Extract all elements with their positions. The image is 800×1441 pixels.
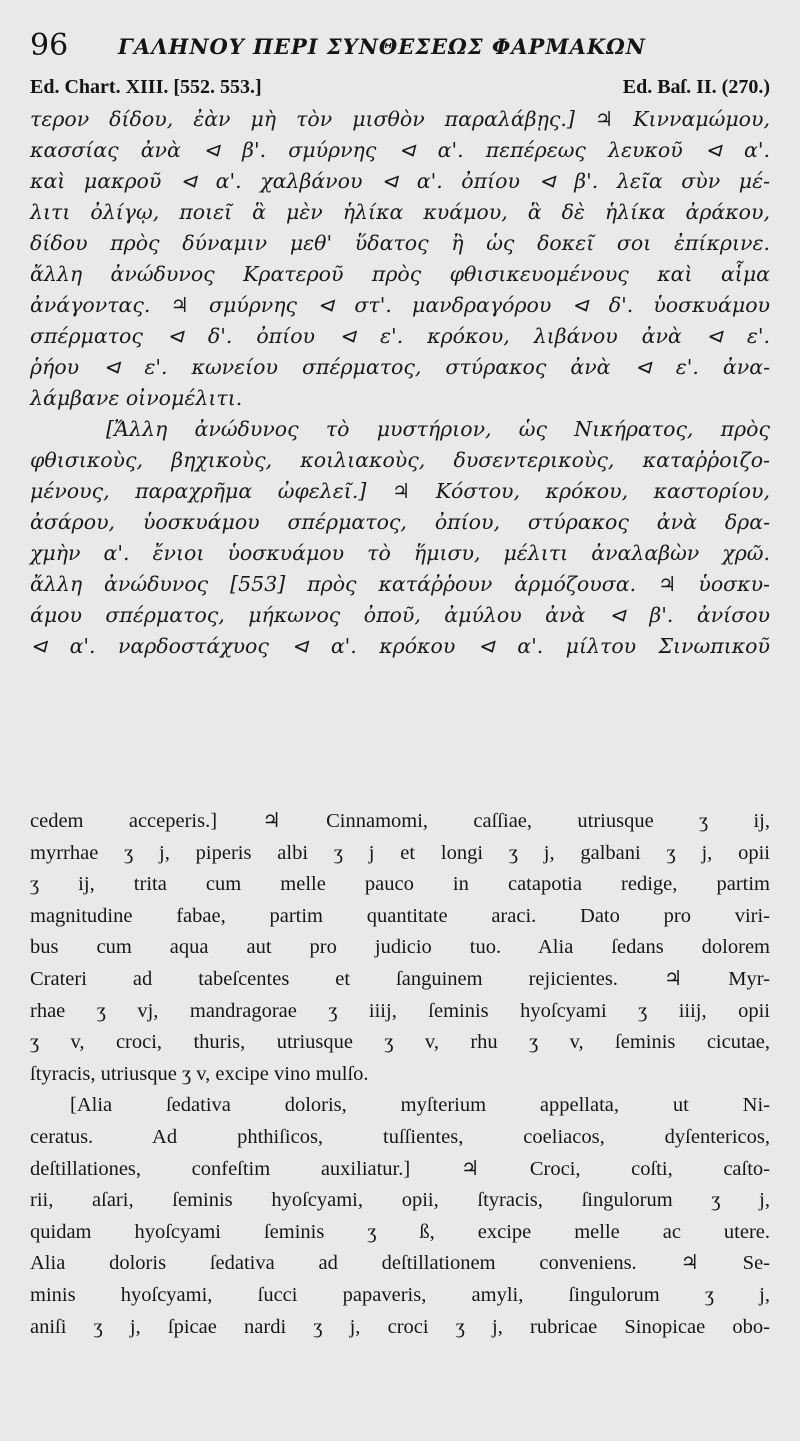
latin-text-block	[30, 806, 770, 1343]
edition-chart-reference: Ed. Chart. XIII. [552. 553.]	[30, 76, 262, 98]
greek-line: ἀσάρου, ὑοσκυάμου σπέρματος, ὀπίου, στύρακος ἀνὰ δρα-	[30, 510, 770, 534]
greek-line: κασσίας ἀνὰ ⊲ β'. σμύρνης ⊲ α'. πεπέρεως λευκοῦ ⊲ α'.	[30, 138, 770, 162]
greek-line: χμὴν α'. ἔνιοι ὑοσκυάμου τὸ ἥμισυ, μέλιτι ἀναλαβὼν χρῶ.	[30, 541, 770, 565]
latin-line: Alia doloris ſedativa ad deſtillationem conveniens. ♃ Se-	[30, 1252, 770, 1275]
latin-line: ʒ v, croci, thuris, utriusque ʒ v, rhu ʒ v, ſeminis cicutae,	[30, 1031, 770, 1054]
greek-line: ῥήου ⊲ ε'. κωνείου σπέρματος, στύρακος ἀνὰ ⊲ ε'. ἀνα-	[30, 355, 770, 379]
greek-line: τερον δίδου, ἐὰν μὴ τὸν μισθὸν παραλάβῃς.] ♃ Κινναμώμου,	[30, 107, 770, 131]
greek-line: ⊲ α'. ναρδοστάχυος ⊲ α'. κρόκου ⊲ α'. μίλτου Σινωπικοῦ	[30, 634, 770, 658]
latin-line: aniſi ʒ j, ſpicae nardi ʒ j, croci ʒ j, rubricae Sinopicae obo-	[30, 1315, 770, 1338]
greek-line: ἄλλη ἀνώδυνος Κρατεροῦ πρὸς φθισικευομένους καὶ αἷμα	[30, 262, 770, 286]
latin-line: Crateri ad tabeſcentes et ſanguinem rejicientes. ♃ Myr-	[30, 967, 770, 990]
running-title: ΓΑΛΗΝΟΥ ΠΕΡΙ ΣΥΝΘΕΣΕΩΣ ΦΑΡΜΑΚΩΝ	[118, 34, 646, 59]
greek-text-block	[30, 104, 770, 662]
latin-line: minis hyoſcyami, ſucci papaveris, amyli, ſingulorum ʒ j,	[30, 1283, 770, 1306]
latin-line: [Alia ſedativa doloris, myſterium appellata, ut Ni-	[70, 1094, 770, 1117]
latin-line: magnitudine fabae, partim quantitate araci. Dato pro viri-	[30, 904, 770, 927]
greek-line: ἀνάγοντας. ♃ σμύρνης ⊲ στ'. μανδραγόρου ⊲ δ'. ὑοσκυάμου	[30, 293, 770, 317]
greek-line: λιτι ὀλίγῳ, ποιεῖ ἃ μὲν ἡλίκα κυάμου, ἃ δὲ ἡλίκα ἀράκου,	[30, 200, 770, 224]
greek-line: καὶ μακροῦ ⊲ α'. χαλβάνου ⊲ α'. ὀπίου ⊲ β'. λεῖα σὺν μέ-	[30, 169, 770, 193]
page-header	[30, 28, 780, 68]
greek-line: λάμβανε οἰνομέλιτι.	[30, 386, 243, 410]
latin-line: rhae ʒ vj, mandragorae ʒ iiij, ſeminis hyoſcyami ʒ iiij, opii	[30, 999, 770, 1022]
latin-line: bus cum aqua aut pro judicio tuo. Alia ſedans dolorem	[30, 936, 770, 959]
greek-line: άμου σπέρματος, μήκωνος ὀποῦ, ἀμύλου ἀνὰ ⊲ β'. ἀνίσου	[30, 603, 770, 627]
latin-line: deſtillationes, confeſtim auxiliatur.] ♃ Croci, coſti, caſto-	[30, 1157, 770, 1180]
page-number: 96	[30, 28, 69, 63]
latin-line: rii, aſari, ſeminis hyoſcyami, opii, ſtyracis, ſingulorum ʒ j,	[30, 1189, 770, 1212]
latin-line: ʒ ij, trita cum melle pauco in catapotia redige, partim	[30, 873, 770, 896]
edition-basel-reference: Ed. Baſ. II. (270.)	[622, 76, 770, 98]
edition-reference-line	[30, 76, 770, 102]
greek-line: μένους, παραχρῆμα ὠφελεῖ.] ♃ Κόστου, κρόκου, καστορίου,	[30, 479, 770, 503]
latin-line: cedem acceperis.] ♃ Cinnamomi, caſſiae, utriusque ʒ ij,	[30, 810, 770, 832]
greek-line: [Ἄλλη ἀνώδυνος τὸ μυστήριον, ὡς Νικήρατος, πρὸς	[106, 417, 770, 441]
greek-line: δίδου πρὸς δύναμιν μεθ' ὕδατος ἢ ὡς δοκεῖ σοι ἐπίκρινε.	[30, 231, 770, 255]
latin-line: quidam hyoſcyami ſeminis ʒ ß, excipe melle ac utere.	[30, 1220, 770, 1243]
greek-line: φθισικοὺς, βηχικοὺς, κοιλιακοὺς, δυσεντερικοὺς, καταῤῥοιζο-	[30, 448, 770, 472]
latin-line: myrrhae ʒ j, piperis albi ʒ j et longi ʒ j, galbani ʒ j, opii	[30, 841, 770, 864]
latin-line: ſtyracis, utriusque ʒ v, excipe vino mulſo.	[30, 1062, 369, 1085]
latin-line: ceratus. Ad phthiſicos, tuſſientes, coeliacos, dyſentericos,	[30, 1125, 770, 1148]
greek-line: ἄλλη ἀνώδυνος [553] πρὸς κατάῤῥουν ἁρμόζουσα. ♃ ὑοσκυ-	[30, 572, 770, 596]
greek-line: σπέρματος ⊲ δ'. ὀπίου ⊲ ε'. κρόκου, λιβάνου ἀνὰ ⊲ ε'.	[30, 324, 770, 348]
